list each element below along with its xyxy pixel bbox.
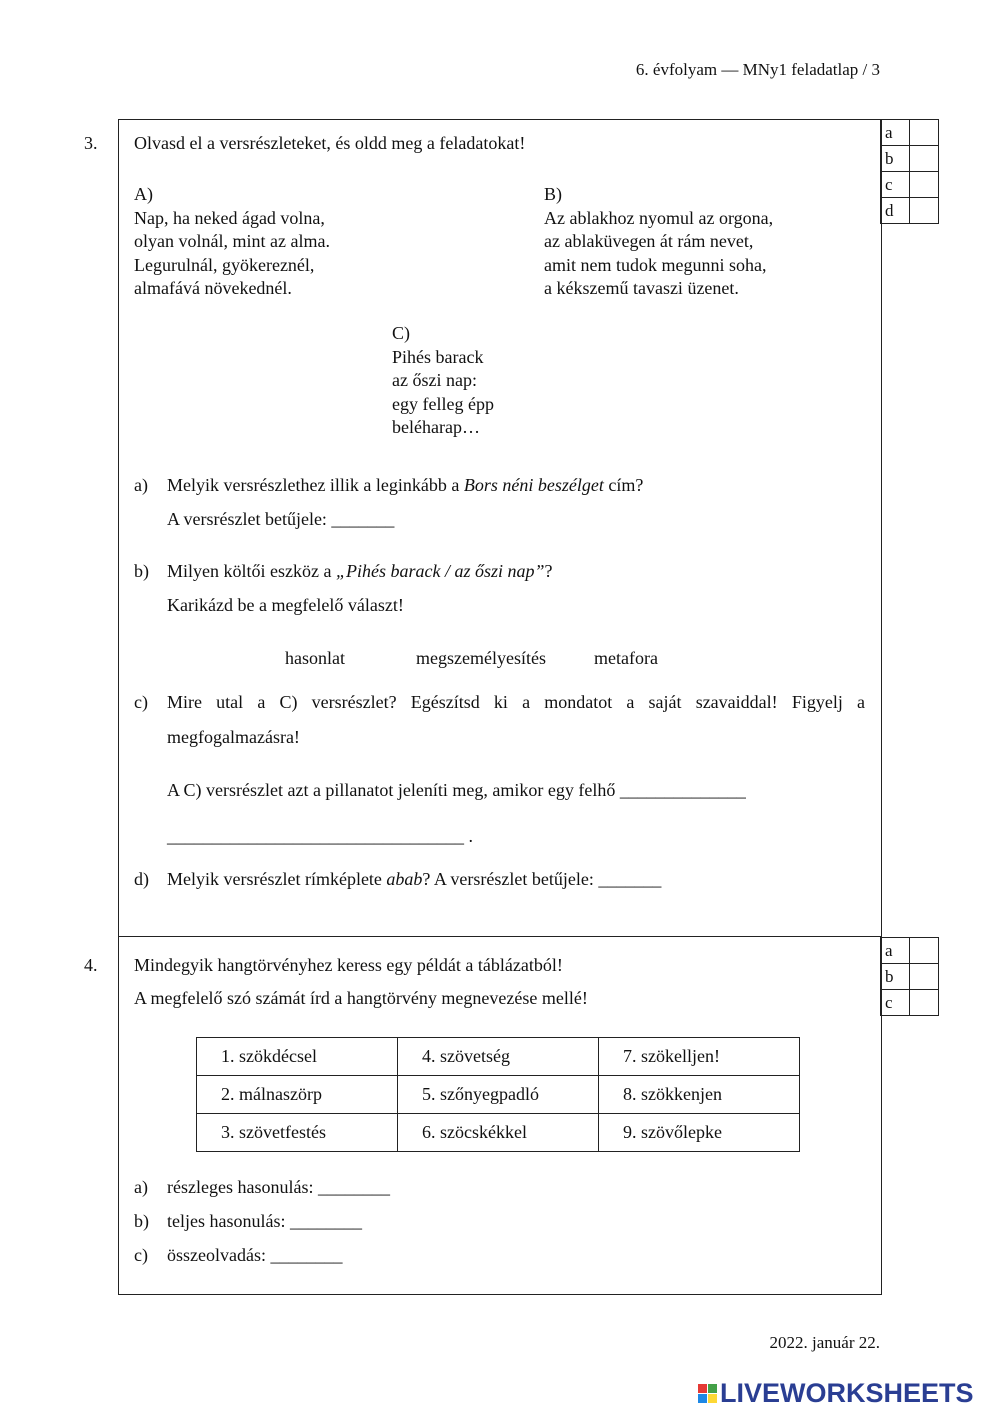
score-b-cell: [910, 146, 939, 172]
table-cell: 2. málnaszörp: [197, 1076, 398, 1114]
score-a-label: a: [881, 120, 910, 146]
poem-b-line: a kékszemű tavaszi üzenet.: [544, 278, 739, 298]
poem-c: [392, 322, 494, 440]
question-c-word: a: [522, 692, 531, 712]
question-c-answer-field[interactable]: A C) versrészlet azt a pillanatot jeleníti meg, amikor egy felhő ______________: [167, 780, 746, 800]
answer-a-field[interactable]: részleges hasonulás: ________: [167, 1177, 390, 1197]
poem-c-label: C): [392, 323, 410, 343]
task-4-instruction-2: A megfelelő szó számát írd a hangtörvény megnevezése mellé!: [134, 988, 588, 1008]
answer-c-letter: c): [134, 1245, 148, 1265]
score-c-label: c: [881, 172, 910, 198]
question-c-word: szavaiddal!: [695, 692, 778, 712]
answer-a-letter: a): [134, 1177, 148, 1197]
question-c-word: a: [856, 692, 865, 712]
option-metafora[interactable]: metafora: [594, 648, 658, 668]
poem-b-line: amit nem tudok megunni soha,: [544, 254, 767, 275]
poem-c-line: beléharap…: [392, 417, 480, 437]
poem-a-line: almafává növekednél.: [134, 278, 292, 298]
question-a-text-before: Melyik versrészlethez illik a leginkább a: [167, 475, 464, 495]
question-c-word: a: [257, 692, 266, 712]
question-c-word: C): [279, 692, 298, 712]
task-3-score-table: [880, 119, 939, 224]
score-c-label: c: [881, 990, 910, 1016]
question-d-text[interactable]: [167, 869, 661, 890]
poem-b: [544, 183, 773, 301]
question-c-word: utal: [216, 692, 244, 712]
logo-square: [708, 1384, 717, 1393]
question-c-answer-continuation[interactable]: _________________________________ .: [167, 826, 473, 846]
score-a-label: a: [881, 938, 910, 964]
question-c-word: versrészlet?: [311, 692, 397, 712]
table-cell: 4. szövetség: [398, 1038, 599, 1076]
question-c-word: Mire: [167, 692, 202, 712]
question-c-word: saját: [648, 692, 682, 712]
score-d-cell: [910, 198, 939, 224]
score-a-cell: [910, 120, 939, 146]
logo-text: LIVEWORKSHEETS: [720, 1378, 974, 1408]
task-4-number: 4.: [84, 955, 98, 975]
logo-square: [708, 1394, 717, 1403]
question-a-text-after: cím?: [603, 475, 644, 495]
score-b-label: b: [881, 146, 910, 172]
table-row: [197, 1076, 800, 1114]
task-3-instruction: Olvasd el a versrészleteket, és oldd meg a feladatokat!: [134, 133, 526, 153]
table-cell: 9. szövőlepke: [599, 1114, 800, 1152]
table-cell: 3. szövetfestés: [197, 1114, 398, 1152]
question-a-title: Bors néni beszélget: [463, 475, 604, 495]
question-c-letter: c): [134, 692, 148, 712]
poem-a-label: A): [134, 184, 153, 204]
table-cell: 5. szőnyegpadló: [398, 1076, 599, 1114]
logo-square: [698, 1384, 707, 1393]
question-b-quote: „Pihés barack / az őszi nap”: [335, 561, 545, 581]
table-cell: 8. szökkenjen: [599, 1076, 800, 1114]
option-megszemelyesites[interactable]: megszemélyesítés: [416, 648, 546, 668]
poem-c-line: Pihés barack: [392, 346, 484, 367]
question-c-line2: megfogalmazásra!: [167, 727, 300, 747]
question-a-text: [167, 475, 643, 496]
score-b-label: b: [881, 964, 910, 990]
table-cell: 7. szökelljen!: [599, 1038, 800, 1076]
answer-b-letter: b): [134, 1211, 149, 1231]
liveworksheets-logo: [698, 1378, 974, 1409]
question-b-line2: Karikázd be a megfelelő választ!: [167, 595, 404, 615]
question-d-text-after: ? A versrészlet betűjele: _______: [422, 869, 662, 889]
score-b-cell: [910, 964, 939, 990]
question-b-text: [167, 561, 552, 582]
task-4-score-table: [880, 937, 939, 1016]
question-d-letter: d): [134, 869, 149, 889]
question-c-word: Egészítsd: [410, 692, 480, 712]
footer-date: 2022. január 22.: [769, 1333, 880, 1352]
table-cell: 6. szöcskékkel: [398, 1114, 599, 1152]
poem-c-line: egy felleg épp: [392, 393, 494, 414]
question-d-text-before: Melyik versrészlet rímképlete: [167, 869, 387, 889]
question-a-answer-field[interactable]: A versrészlet betűjele: _______: [167, 509, 395, 529]
score-d-label: d: [881, 198, 910, 224]
question-b-letter: b): [134, 561, 149, 581]
poem-c-line: az őszi nap:: [392, 370, 477, 390]
table-cell: 1. szökdécsel: [197, 1038, 398, 1076]
poem-a-line: Nap, ha neked ágad volna,: [134, 207, 325, 228]
logo-mark-icon: [698, 1384, 717, 1403]
poem-b-label: B): [544, 184, 562, 204]
score-c-cell: [910, 990, 939, 1016]
question-c-word: mondatot: [544, 692, 613, 712]
score-a-cell: [910, 938, 939, 964]
question-a-letter: a): [134, 475, 148, 495]
question-c-word: ki: [493, 692, 508, 712]
task-3-number: 3.: [84, 133, 98, 153]
page-header: 6. évfolyam — MNy1 feladatlap / 3: [635, 60, 880, 79]
poem-b-line: Az ablakhoz nyomul az orgona,: [544, 207, 774, 228]
answer-c-field[interactable]: összeolvadás: ________: [167, 1245, 343, 1265]
word-table: [196, 1037, 800, 1152]
poem-a-line: Legurulnál, gyökereznél,: [134, 254, 315, 275]
poem-b-line: az ablaküvegen át rám nevet,: [544, 231, 754, 251]
question-c-word: a: [626, 692, 635, 712]
task-4-instruction-1: Mindegyik hangtörvényhez keress egy példát a táblázatból!: [134, 955, 563, 975]
option-hasonlat[interactable]: hasonlat: [285, 648, 345, 668]
logo-square: [698, 1394, 707, 1403]
question-b-text-before: Milyen költői eszköz a: [167, 561, 336, 581]
answer-b-field[interactable]: teljes hasonulás: ________: [167, 1211, 362, 1231]
question-d-rhyme: abab: [386, 869, 423, 889]
poem-a: [134, 183, 330, 301]
poem-a-line: olyan volnál, mint az alma.: [134, 231, 330, 251]
table-row: [197, 1114, 800, 1152]
score-c-cell: [910, 172, 939, 198]
question-b-text-after: ?: [544, 561, 553, 581]
question-c-text: [167, 692, 865, 713]
question-c-word: Figyelj: [791, 692, 843, 712]
table-row: [197, 1038, 800, 1076]
